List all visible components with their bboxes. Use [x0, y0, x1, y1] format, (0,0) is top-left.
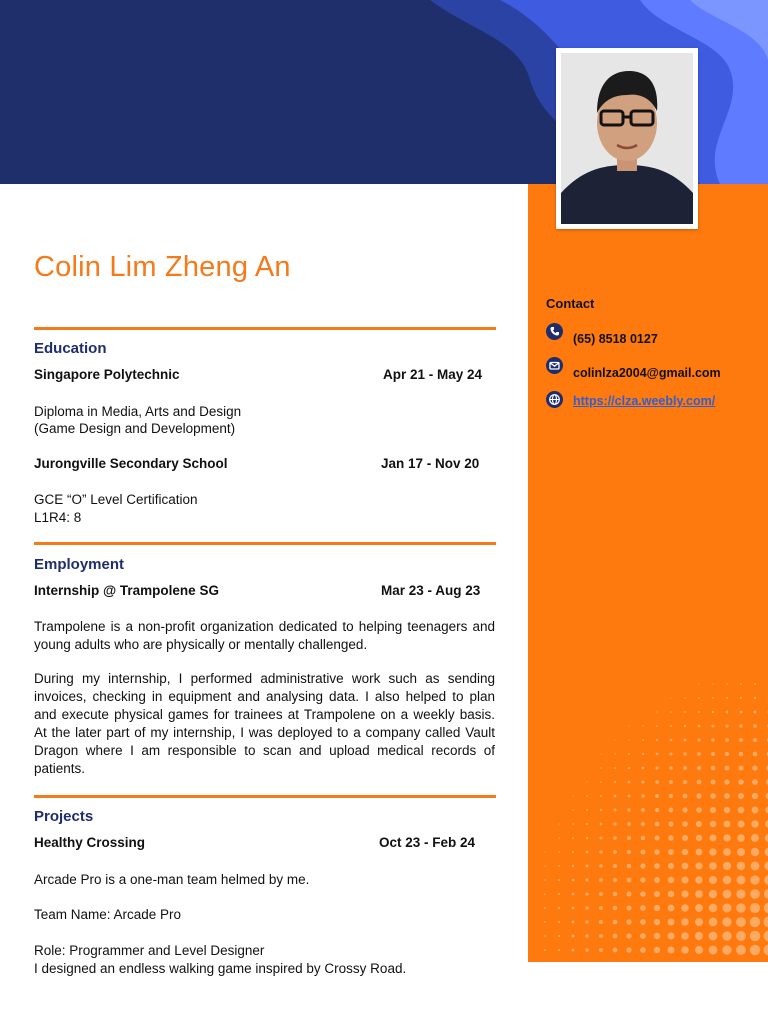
education-qualification: GCE “O” Level Certification [34, 492, 198, 507]
project-team-name: Team Name: Arcade Pro [34, 907, 182, 922]
project-name: Healthy Crossing [34, 835, 146, 850]
education-dates: Jan 17 - Nov 20 [381, 456, 480, 471]
education-dates: Apr 21 - May 24 [383, 367, 483, 382]
section-divider [34, 795, 496, 798]
contact-phone: (65) 8518 0127 [573, 332, 658, 346]
project-description: Arcade Pro is a one-man team helmed by me. [34, 872, 310, 887]
education-heading: Education [34, 340, 107, 357]
education-qualification-detail: (Game Design and Development) [34, 421, 236, 436]
education-qualification: Diploma in Media, Arts and Design [34, 404, 242, 419]
candidate-name: Colin Lim Zheng An [34, 251, 291, 283]
employment-heading: Employment [34, 556, 125, 573]
project-summary: I designed an endless walking game inspired by Crossy Road. [34, 961, 407, 976]
portrait-image [561, 53, 693, 224]
contact-website-link[interactable] [573, 394, 715, 408]
employment-responsibilities: During my internship, I performed administrative work such as sending invoices, checking in equipment and analysing data. I also helped to plan and execute physical games for trainees at Trampolene on a weekly basis. At the later part of my internship, I was deployed to a company called Vault Dragon where I am responsible to scan and upload medical records of patients. [34, 671, 495, 776]
education-school: Jurongville Secondary School [34, 456, 228, 471]
section-divider [34, 327, 496, 330]
project-role: Role: Programmer and Level Designer [34, 943, 265, 958]
mail-icon [546, 357, 563, 374]
projects-heading: Projects [34, 808, 94, 825]
employment-role: Internship @ Trampolene SG [34, 583, 219, 598]
contact-email[interactable]: colinlza2004@gmail.com [573, 366, 721, 380]
profile-photo [556, 48, 698, 229]
education-qualification-detail: L1R4: 8 [34, 510, 82, 525]
employment-dates: Mar 23 - Aug 23 [381, 583, 481, 598]
website-url[interactable]: https://clza.weebly.com/ [573, 394, 716, 408]
contact-heading: Contact [546, 296, 595, 311]
phone-icon [546, 323, 563, 340]
section-divider [34, 542, 496, 545]
employment-description: Trampolene is a non-profit organization dedicated to helping teenagers and young adults who are physically or mentally challenged. [34, 619, 495, 652]
project-dates: Oct 23 - Feb 24 [379, 835, 476, 850]
education-school: Singapore Polytechnic [34, 367, 180, 382]
globe-icon [546, 391, 563, 408]
